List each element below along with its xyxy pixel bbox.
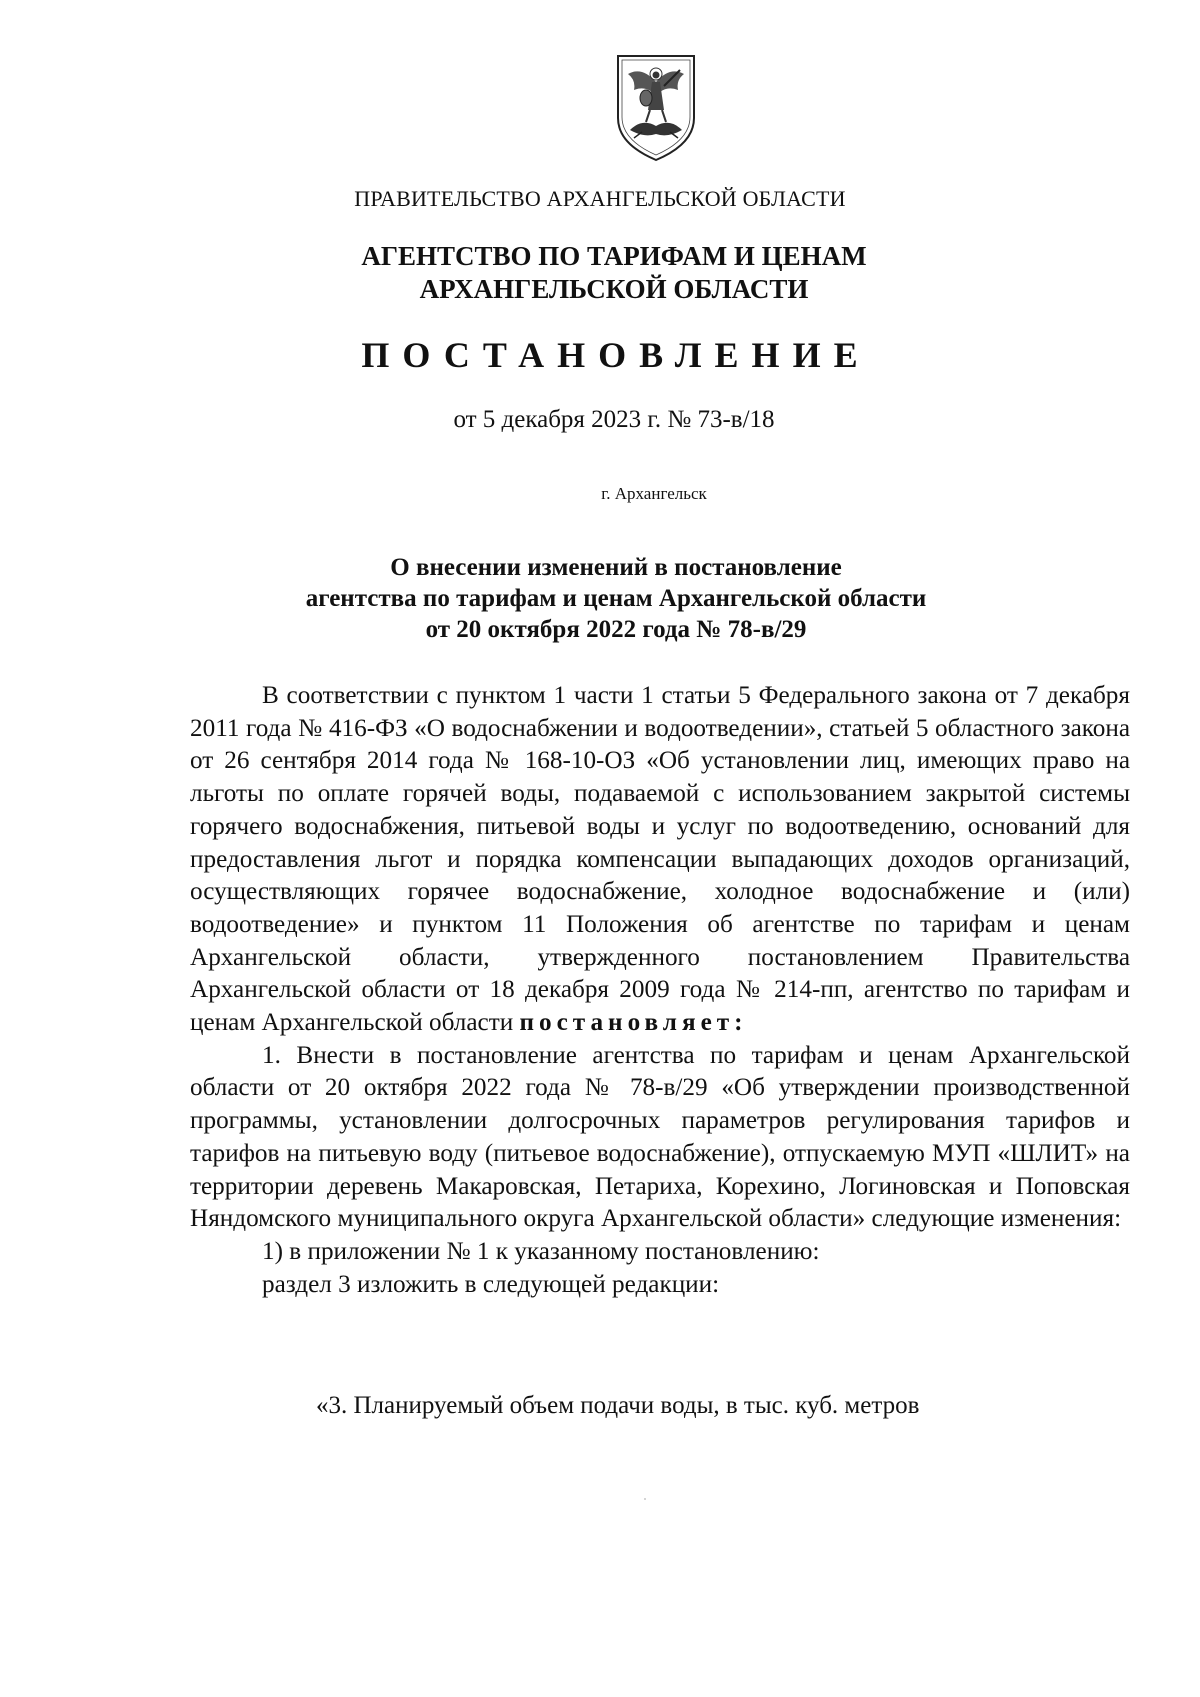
subject-line: агентства по тарифам и ценам Архангельской области — [305, 585, 927, 612]
document-date-number: от 5 декабря 2023 г. № 73-в/18 — [453, 406, 775, 433]
arkhangelsk-coat-of-arms-icon — [612, 52, 700, 164]
agency-name — [14, 240, 1200, 306]
section-3-title: «3. Планируемый объем подачи воды, в тыс. куб. метров — [316, 1392, 920, 1419]
government-name: ПРАВИТЕЛЬСТВО АРХАНГЕЛЬСКОЙ ОБЛАСТИ — [354, 186, 846, 211]
subitem-section-paragraph: раздел 3 изложить в следующей редакции: — [262, 1270, 720, 1298]
subitem-1-paragraph: 1) в приложении № 1 к указанному постановлению: — [262, 1237, 820, 1265]
document-body — [190, 680, 1130, 1301]
preamble-text: В соответствии с пунктом 1 части 1 статьи 5 Федерального закона от 7 декабря 2011 года № 416-ФЗ «О водоснабжении и водоотведении», статьей 5 областного закона от 26 сентября 2014 года № 168-10-ОЗ «Об установлении лиц, имеющих право на льготы по оплате горячей воды, подаваемой с использованием закрытой системы горячего водоснабжения, питьевой воды и услуг по водоотведению, оснований для предоставления льгот и порядка компенсации выпадающих доходов организаций, осуществляющих горячее водоснабжение, холодное водоснабжение и (или) водоотведение» и пунктом 11 Положения об агентстве по тарифам и ценам Архангельской области, утвержденного постановлением Правительства Архангельской области от 18 декабря 2009 года № 214-пп, агентство по тарифам и ценам Архангельской области — [190, 682, 1130, 1037]
subject-line: от 20 октября 2022 года № 78-в/29 — [425, 616, 807, 643]
decree-word: постановляет: — [519, 1009, 748, 1037]
preamble-paragraph — [190, 680, 1130, 1040]
subject-line: О внесении изменений в постановление — [390, 554, 842, 581]
agency-name-line: АГЕНТСТВО ПО ТАРИФАМ И ЦЕНАМ — [361, 241, 867, 271]
document-subject — [16, 552, 1200, 645]
document-type: ПОСТАНОВЛЕНИЕ — [361, 335, 871, 375]
item-1-paragraph: 1. Внести в постановление агентства по тарифам и ценам Архангельской области от 20 октября 2022 года № 78-в/29 «Об утверждении производственной программы, установлении долгосрочных параметров регулирования тарифов и тарифов на питьевую воду (питьевое водоснабжение), отпускаемую МУП «ШЛИТ» на территории деревень Макаровская, Петариха, Корехино, Логиновская и Поповская Няндомского муниципального округа Архангельской области» следующие изменения: — [190, 1041, 1130, 1233]
document-city: г. Архангельск — [601, 484, 707, 503]
scan-speck — [644, 1498, 646, 1500]
agency-name-line: АРХАНГЕЛЬСКОЙ ОБЛАСТИ — [419, 274, 809, 304]
